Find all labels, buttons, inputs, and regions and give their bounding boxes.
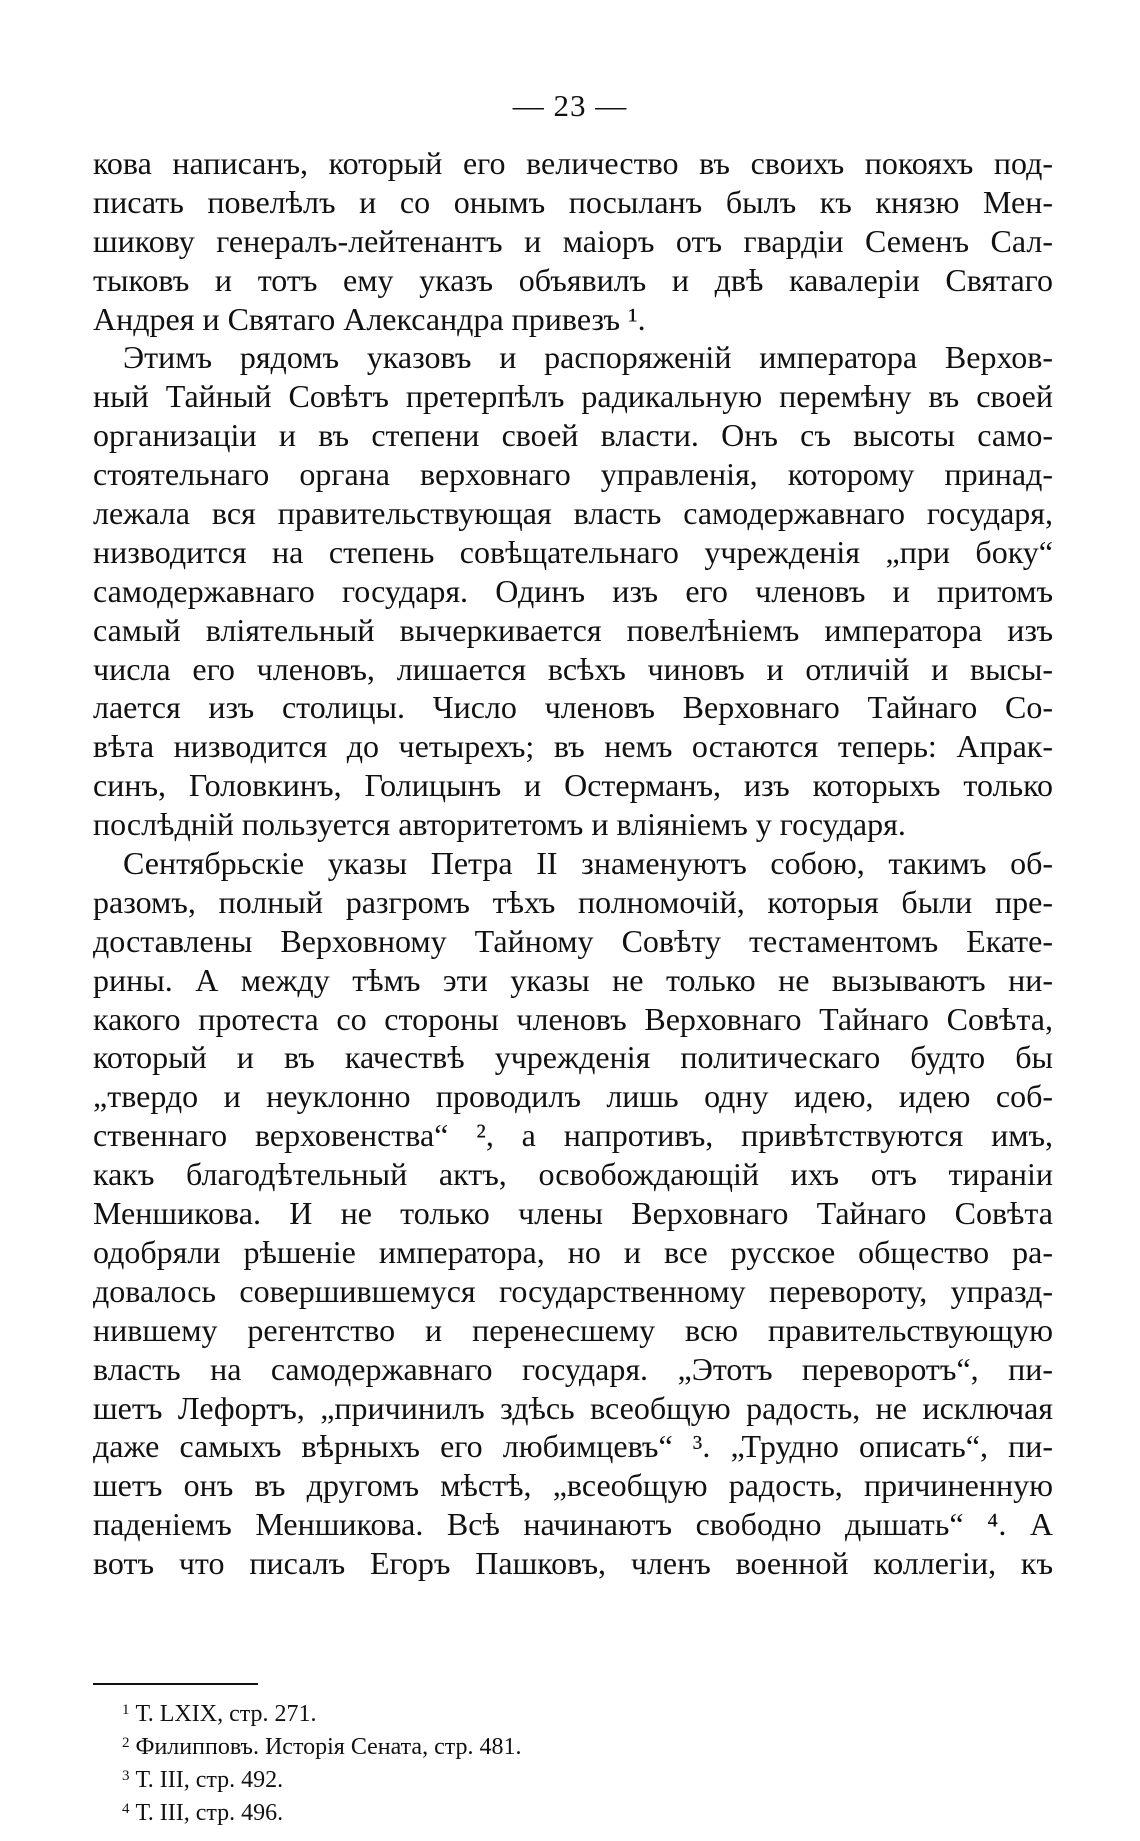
text-line: даже самыхъ вѣрныхъ его любимцевъ“ ³. „Трудно описать“, пи- — [93, 1428, 1053, 1465]
footnote-divider — [93, 1683, 258, 1685]
text-line: довалось совершившемуся государственному перевороту, упразд- — [93, 1272, 1053, 1309]
text-line: шикову генералъ-лейтенантъ и маіоръ отъ гвардіи Семенъ Сал- — [93, 222, 1053, 259]
footnote-text: Т. III, стр. 492. — [135, 1767, 284, 1793]
text-line: одобряли рѣшеніе императора, но и все русское общество ра- — [93, 1233, 1053, 1270]
footnote-text: Т. LXIX, стр. 271. — [135, 1701, 317, 1727]
text-line: вѣта низводится до четырехъ; въ немъ остаются теперь: Апрак- — [93, 728, 1053, 765]
footnote-mark: 2 — [122, 1735, 130, 1751]
footnote-text: Т. III, стр. 496. — [135, 1800, 284, 1826]
text-line: Меншикова. И не только члены Верховнаго Тайнаго Совѣта — [93, 1195, 1053, 1232]
footnote-mark: 1 — [122, 1702, 130, 1718]
text-line: власть на самодержавнаго государя. „Этотъ переворотъ“, пи- — [93, 1350, 1053, 1387]
text-line: паденіемъ Меншикова. Всѣ начинаютъ свободно дышать“ ⁴. А — [93, 1506, 1053, 1543]
text-line: ный Тайный Совѣтъ претерпѣлъ радикальную перемѣну въ своей — [93, 378, 1053, 415]
footnote-mark: 3 — [122, 1768, 130, 1784]
footnote — [122, 1727, 822, 1760]
text-line: какого протеста со стороны членовъ Верховнаго Тайнаго Совѣта, — [93, 1000, 1053, 1037]
footnote-text: Филипповъ. Исторія Сената, стр. 481. — [135, 1734, 522, 1760]
text-line: низводится на степень совѣщательнаго учрежденія „при боку“ — [93, 533, 1053, 570]
text-line: писать повелѣлъ и со онымъ посыланъ былъ къ князю Мен- — [93, 183, 1053, 220]
text-line: послѣдній пользуется авторитетомъ и вліяніемъ у государя. — [93, 806, 906, 843]
text-line: тыковъ и тотъ ему указъ объявилъ и двѣ кавалеріи Святаго — [93, 261, 1053, 298]
paragraph-start-line: Сентябрьскіе указы Петра II знаменуютъ собою, такимъ об- — [123, 845, 1053, 882]
text-line: самый вліятельный вычеркивается повелѣніемъ императора изъ — [93, 611, 1053, 648]
footnotes — [122, 1694, 822, 1826]
text-line: лежала вся правительствующая власть самодержавнаго государя, — [93, 495, 1053, 532]
text-line: числа его членовъ, лишается всѣхъ чиновъ и отличій и высы- — [93, 650, 1053, 687]
text-line: разомъ, полный разгромъ тѣхъ полномочій, которыя были пре- — [93, 883, 1053, 920]
body-text — [93, 144, 1053, 1583]
text-line: нившему регентство и перенесшему всю правительствующую — [93, 1311, 1053, 1348]
footnote — [122, 1694, 822, 1727]
footnote — [122, 1793, 822, 1826]
text-line: синъ, Головкинъ, Голицынъ и Остерманъ, изъ которыхъ только — [93, 767, 1053, 804]
footnote — [122, 1760, 822, 1793]
text-line: доставлены Верховному Тайному Совѣту тестаментомъ Екате- — [93, 922, 1053, 959]
text-line: рины. А между тѣмъ эти указы не только не вызываютъ ни- — [93, 961, 1053, 998]
text-line: который и въ качествѣ учрежденія политическаго будто бы — [93, 1039, 1053, 1076]
text-line: шетъ онъ въ другомъ мѣстѣ, „всеобщую радость, причиненную — [93, 1467, 1053, 1504]
text-line: организаціи и въ степени своей власти. Онъ съ высоты само- — [93, 417, 1053, 454]
text-line: стоятельнаго органа верховнаго управленія, которому принад- — [93, 456, 1053, 493]
text-line: какъ благодѣтельный актъ, освобождающій ихъ отъ тираніи — [93, 1156, 1053, 1193]
text-line: ственнаго верховенства“ ², а напротивъ, привѣтствуются имъ, — [93, 1117, 1053, 1154]
text-line: „твердо и неуклонно проводилъ лишь одну идею, идею соб- — [93, 1078, 1053, 1115]
text-line: Андрея и Святаго Александра привезъ ¹. — [93, 300, 646, 337]
text-line: вотъ что писалъ Егоръ Пашковъ, членъ военной коллегіи, къ — [93, 1545, 1053, 1582]
text-line: самодержавнаго государя. Одинъ изъ его членовъ и притомъ — [93, 572, 1053, 609]
text-line: лается изъ столицы. Число членовъ Верховнаго Тайнаго Со- — [93, 689, 1053, 726]
paragraph-start-line: Этимъ рядомъ указовъ и распоряженій императора Верхов- — [123, 339, 1053, 376]
page-number: — 23 — — [512, 88, 628, 123]
footnote-mark: 4 — [122, 1801, 130, 1817]
text-line: кова написанъ, который его величество въ своихъ покояхъ под- — [93, 145, 1053, 181]
text-line: шетъ Лефортъ, „причинилъ здѣсь всеобщую радость, не исключая — [93, 1389, 1053, 1426]
